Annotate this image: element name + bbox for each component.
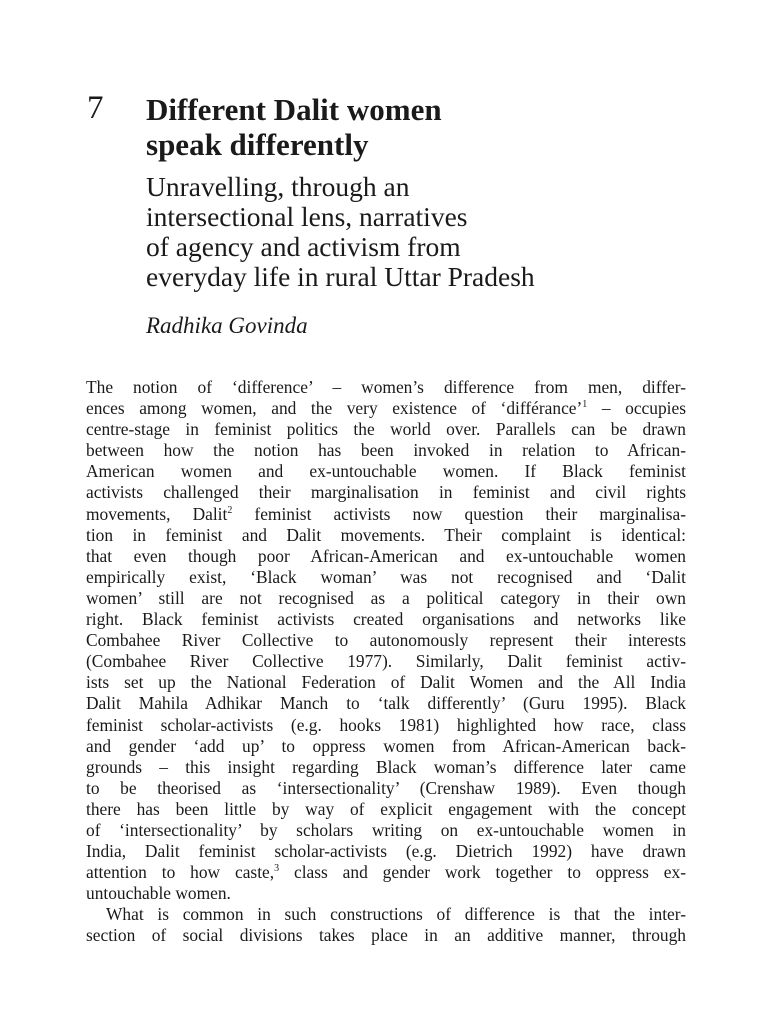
chapter-number: 7 [87,90,104,126]
text-segment: attention to how caste, [86,862,275,883]
chapter-title-line: speak differently [146,127,369,162]
text-line: right. Black feminist activists created organisations and networks like [86,609,686,630]
footnote-marker: 3 [274,863,280,875]
chapter-subtitle-line: everyday life in rural Uttar Pradesh [146,261,535,292]
chapter-subtitle-line: intersectional lens, narratives [146,201,468,232]
text-line [86,504,686,525]
text-segment: ences among women, and the very existence of ‘différance’ [86,398,583,419]
text-line: (Combahee River Collective 1977). Similarly, Dalit feminist activ- [86,651,686,672]
text-line: that even though poor African-American and ex-untouchable women [86,545,686,566]
text-segment: movements, Dalit [86,503,228,524]
text-line: centre-stage in feminist politics the world over. Parallels can be drawn [86,419,686,440]
text-line: American women and ex-untouchable women. If Black feminist [86,461,686,482]
author-name: Radhika Govinda [146,313,308,338]
text-segment: class and gender work together to oppress ex- [279,862,686,883]
text-line: there has been little by way of explicit engagement with the concept [86,798,686,819]
text-line: Combahee River Collective to autonomously represent their interests [86,630,686,651]
text-line: between how the notion has been invoked in relation to African- [86,440,686,461]
footnote-marker: 2 [227,504,233,516]
text-line: Dalit Mahila Adhikar Manch to ‘talk differently’ (Guru 1995). Black [86,693,686,714]
chapter-title [146,92,726,162]
text-line [86,398,686,419]
text-line: of ‘intersectionality’ by scholars writing on ex-untouchable women in [86,819,686,840]
text-line: untouchable women. [86,883,231,904]
text-line: empirically exist, ‘Black woman’ was not recognised and ‘Dalit [86,566,686,587]
text-line: feminist scholar-activists (e.g. hooks 1981) highlighted how race, class [86,714,686,735]
text-segment: feminist activists now question their marginalisa- [232,503,686,524]
footnote-marker: 1 [582,399,588,411]
text-line: grounds – this insight regarding Black woman’s difference later came [86,756,686,777]
chapter-title-line: Different Dalit women [146,92,442,127]
chapter-subtitle [146,172,736,292]
text-line: India, Dalit feminist scholar-activists (e.g. Dietrich 1992) have drawn [86,841,686,862]
text-line: The notion of ‘difference’ – women’s difference from men, differ- [86,377,686,397]
text-line: tion in feminist and Dalit movements. Their complaint is identical: [86,524,686,545]
text-line [86,862,686,883]
chapter-subtitle-line: of agency and activism from [146,231,461,262]
text-line: women’ still are not recognised as a political category in their own [86,587,686,608]
body-text [86,377,686,947]
text-line: What is common in such constructions of difference is that the inter- [106,904,686,925]
text-line: to be theorised as ‘intersectionality’ (Crenshaw 1989). Even though [86,777,686,798]
text-segment: – occupies [587,398,686,419]
text-line: ists set up the National Federation of Dalit Women and the All India [86,672,686,693]
text-line: section of social divisions takes place in an additive manner, through [86,925,686,946]
chapter-subtitle-line: Unravelling, through an [146,171,410,202]
text-line: activists challenged their marginalisation in feminist and civil rights [86,482,686,503]
text-line: and gender ‘add up’ to oppress women from African-American back- [86,735,686,756]
